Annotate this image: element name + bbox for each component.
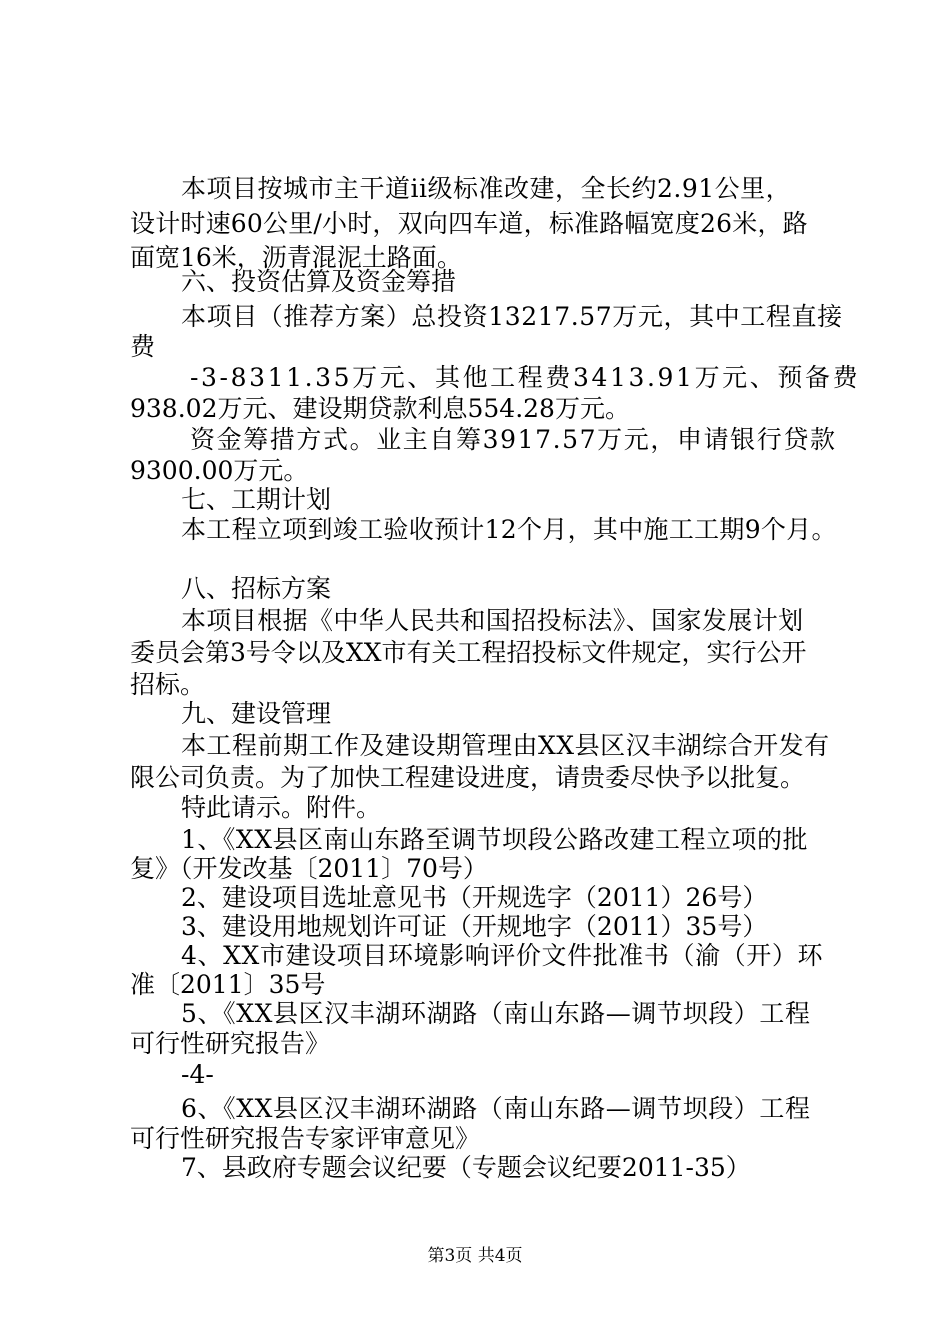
text-line: 本项目（推荐方案）总投资13217.57万元，其中工程直接 bbox=[181, 302, 843, 331]
attachment-item: 1、《XX县区南山东路至调节坝段公路改建工程立项的批 bbox=[181, 825, 809, 854]
text-line: -3-8311.35万元、其他工程费3413.91万元、预备费 bbox=[190, 363, 861, 392]
text-line: 本工程前期工作及建设期管理由XX县区汉丰湖综合开发有 bbox=[181, 731, 830, 760]
text-line: 限公司负责。为了加快工程建设进度，请贵委尽快予以批复。 bbox=[130, 763, 806, 792]
text-line: 费 bbox=[130, 332, 156, 361]
section-heading: 七、工期计划 bbox=[181, 485, 332, 514]
text-line: 9300.00万元。 bbox=[130, 456, 309, 485]
text-line: 本项目按城市主干道ii级标准改建，全长约2.91公里， bbox=[181, 174, 792, 203]
attachment-item: 4、XX市建设项目环境影响评价文件批准书（渝（开）环 bbox=[181, 941, 824, 970]
text-line: 面宽16米，沥青混泥土路面。 bbox=[130, 243, 462, 272]
attachment-item: 2、建设项目选址意见书（开规选字（2011）26号） bbox=[181, 883, 768, 912]
section-heading: 六、投资估算及资金筹措 bbox=[181, 267, 457, 296]
section-heading: 九、建设管理 bbox=[181, 699, 332, 728]
text-line: 设计时速60公里/小时，双向四车道，标准路幅宽度26米，路 bbox=[130, 209, 808, 238]
attachment-item: 5、《XX县区汉丰湖环湖路（南山东路—调节坝段）工程 bbox=[181, 999, 811, 1028]
attachment-item: 可行性研究报告专家评审意见》 bbox=[130, 1124, 481, 1153]
text-line: 938.02万元、建设期贷款利息554.28万元。 bbox=[130, 394, 630, 423]
page-marker: -4- bbox=[181, 1060, 214, 1089]
text-line: 资金筹措方式。业主自筹3917.57万元，申请银行贷款 bbox=[190, 425, 837, 454]
attachment-item: 6、《XX县区汉丰湖环湖路（南山东路—调节坝段）工程 bbox=[181, 1094, 811, 1123]
attachment-item: 可行性研究报告》 bbox=[130, 1029, 331, 1058]
text-line: 本工程立项到竣工验收预计12个月，其中施工工期9个月。 bbox=[181, 515, 837, 544]
attachment-item: 复》（开发改基〔2011〕70号） bbox=[130, 854, 488, 883]
text-line: 本项目根据《中华人民共和国招投标法》、国家发展计划 bbox=[181, 606, 804, 635]
page-footer: 第3页 共4页 bbox=[427, 1246, 523, 1266]
section-heading: 八、招标方案 bbox=[181, 574, 332, 603]
text-line: 招标。 bbox=[130, 670, 206, 699]
attachment-item: 3、建设用地规划许可证（开规地字（2011）35号） bbox=[181, 912, 768, 941]
attachment-item: 7、县政府专题会议纪要（专题会议纪要2011-35） bbox=[181, 1153, 751, 1182]
text-line: 委员会第3号令以及XX市有关工程招投标文件规定，实行公开 bbox=[130, 638, 807, 667]
text-line: 特此请示。附件。 bbox=[181, 793, 382, 822]
attachment-item: 准〔2011〕35号 bbox=[130, 970, 326, 999]
